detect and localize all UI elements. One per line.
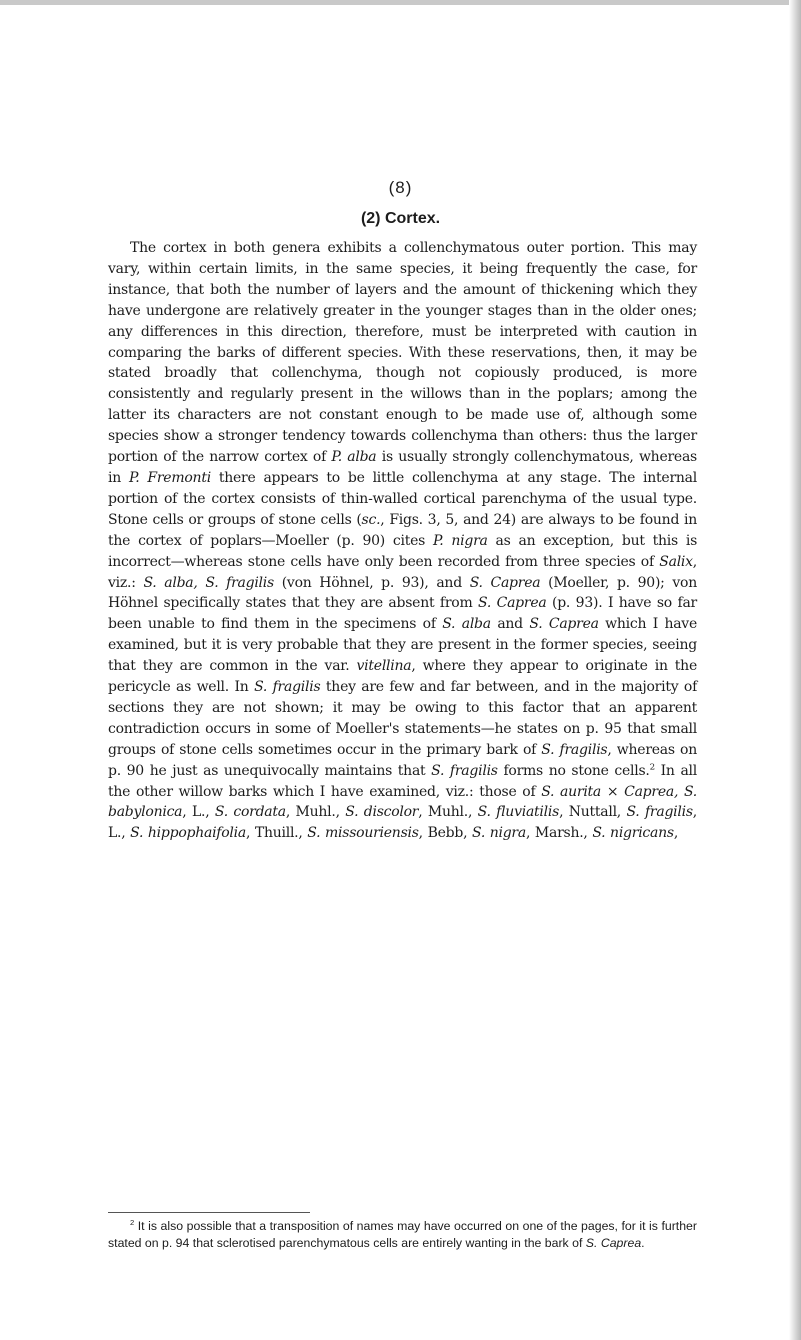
text-run: , bbox=[673, 825, 679, 842]
text-run: . bbox=[641, 1236, 645, 1250]
text-run: In all the other willow barks which I have examined, viz.: those of bbox=[108, 762, 697, 800]
italic-text: S. fragilis bbox=[541, 741, 608, 758]
italic-text: P. Fremonti bbox=[128, 469, 211, 486]
italic-text: P. alba bbox=[331, 449, 377, 466]
text-run: (Moeller, p. 90); von Höhnel specifically states that they are absent from bbox=[108, 574, 697, 612]
italic-text: S. alba bbox=[442, 616, 491, 633]
italic-text: Caprea, S. babylonica bbox=[108, 783, 697, 821]
italic-text: S. Caprea bbox=[469, 574, 541, 591]
text-run: , Thuill., bbox=[245, 825, 308, 842]
text-run: The cortex in both genera exhibits a collenchymatous outer portion. This may vary, within certain limits, in the same species, it being frequently the case, for instance, that both the number of layers and the amount of thickening which they have undergone are relatively greater in the younger stages than in the older ones; any differences in this direction, therefore, must be interpreted with caution in comparing the barks of different species. With these reservations, then, it may be stated broadly that collenchyma, though not copiously produced, is more consistently and regularly present in the willows than in the poplars; among the latter its characters are not constant enough to be made use of, although some species show a stronger tendency towards collenchyma than others: thus the larger portion of the narrow cortex of bbox=[108, 240, 697, 466]
text-run: , viz.: bbox=[108, 553, 697, 591]
text-run: (p. 93). I have so far been unable to find them in the specimens of bbox=[108, 595, 697, 633]
italic-text: S. alba, S. fragilis bbox=[143, 574, 274, 591]
italic-text: S. hippophaifolia bbox=[130, 825, 246, 842]
page-number: (8) bbox=[388, 178, 413, 197]
body-paragraph bbox=[108, 238, 697, 844]
footnote-marker: 2 bbox=[130, 1217, 135, 1227]
text-run: , Marsh., bbox=[525, 825, 593, 842]
italic-text: S. Caprea bbox=[585, 1236, 642, 1250]
text-run: there appears to be little collenchyma at any stage. The internal portion of the cortex consists of thin-walled cortical parenchyma of the usual type. Stone cells or groups of stone cells ( bbox=[108, 469, 697, 528]
text-run: , Muhl., bbox=[418, 804, 478, 821]
text-run: , Figs. 3, 5, and 24) are always to be found in the cortex of poplars—Moeller (p. 90) cites bbox=[108, 511, 697, 549]
italic-text: sc. bbox=[361, 511, 381, 528]
text-run: × bbox=[601, 783, 625, 800]
footnote-divider bbox=[108, 1212, 310, 1213]
text-run: which I have examined, but it is very probable that they are present in the former species, seeing that they are common in the var. bbox=[108, 616, 697, 675]
italic-text: Salix bbox=[659, 553, 693, 570]
footnote bbox=[108, 1218, 697, 1252]
page-top-edge bbox=[0, 0, 801, 5]
section-heading: (2) Cortex. bbox=[360, 210, 441, 227]
italic-text: S. missouriensis bbox=[307, 825, 419, 842]
italic-text: S. cordata bbox=[214, 804, 286, 821]
page-right-edge-shadow bbox=[789, 0, 801, 1340]
italic-text: S. nigricans bbox=[592, 825, 674, 842]
italic-text: S. fragilis bbox=[254, 679, 321, 696]
text-run: as an exception, but this is incorrect—whereas stone cells have only been recorded from three species of bbox=[108, 532, 698, 570]
italic-text: S. fluviatilis bbox=[477, 804, 560, 821]
text-run: , Muhl., bbox=[285, 804, 346, 821]
text-run: (von Höhnel, p. 93), and bbox=[273, 574, 470, 591]
text-run: It is also possible that a transposition of names may have occurred on one of the pages, for it is further stated on p. 94 that sclerotised parenchymatous cells are entirely wanting in the bark of bbox=[108, 1219, 697, 1250]
text-run: , whereas on p. 90 he just as unequivocally maintains that bbox=[108, 741, 697, 779]
text-run: they are few and far between, and in the majority of sections they are not shown; it may be owing to this factor that an apparent contradiction occurs in some of Moeller's statements—he states on p. 95 that small groups of stone cells sometimes occur in the primary bark of bbox=[108, 679, 698, 758]
text-run: is usually strongly collenchymatous, whereas in bbox=[108, 449, 697, 486]
text-run: , Bebb, bbox=[418, 825, 472, 842]
italic-text: P. nigra bbox=[432, 532, 488, 549]
italic-text: S. fragilis bbox=[431, 762, 498, 779]
text-run: , L., bbox=[108, 804, 697, 842]
text-run: and bbox=[490, 616, 530, 633]
text-run: , where they appear to originate in the pericycle as well. In bbox=[108, 658, 697, 696]
text-run: forms no stone cells. bbox=[497, 762, 650, 779]
italic-text: S. fragilis bbox=[626, 804, 693, 821]
italic-text: S. Caprea bbox=[478, 595, 547, 612]
text-run: , Nuttall, bbox=[559, 804, 627, 821]
italic-text: S. discolor bbox=[345, 804, 419, 821]
italic-text: S. nigra bbox=[471, 825, 526, 842]
text-run: , L., bbox=[182, 804, 215, 821]
italic-text: S. Caprea bbox=[529, 616, 599, 633]
footnote-marker: 2 bbox=[649, 762, 655, 772]
italic-text: vitellina bbox=[356, 658, 412, 675]
italic-text: S. aurita bbox=[541, 783, 602, 800]
